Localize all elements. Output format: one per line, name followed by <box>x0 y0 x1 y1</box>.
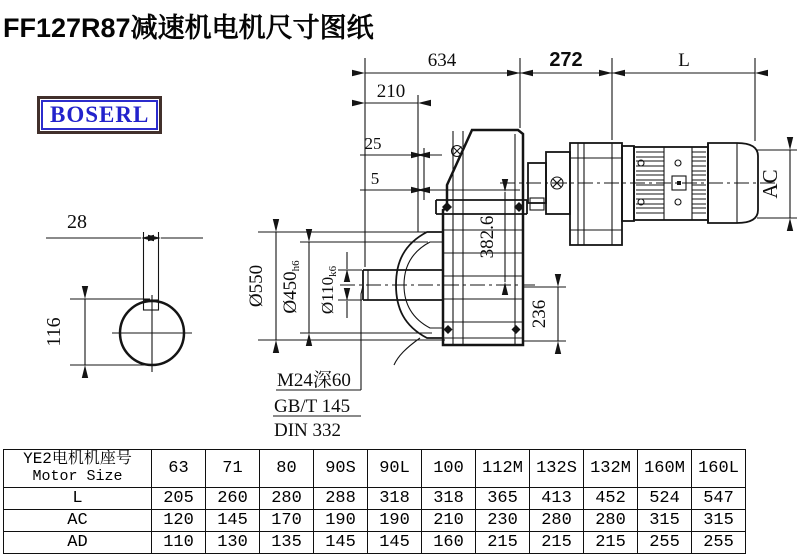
table-cell: 205 <box>152 488 206 510</box>
col-header: 90L <box>368 450 422 488</box>
table-cell: 210 <box>422 510 476 532</box>
table-row-L <box>4 488 746 510</box>
table-cell: 215 <box>584 532 638 554</box>
diameter-dimensions <box>246 232 445 340</box>
motor-side-view <box>500 143 775 223</box>
table-cell: 130 <box>206 532 260 554</box>
output-shaft-cross-section <box>112 232 192 372</box>
dim-634-label: 634 <box>427 50 457 71</box>
motor-adapter <box>528 143 622 245</box>
note-din-label: DIN 332 <box>274 420 342 441</box>
shaft-height-dimension <box>43 299 150 365</box>
table-cell: 135 <box>260 532 314 554</box>
dim-110k6-label: Ø110k6 <box>318 265 339 315</box>
dim-382-label: 382.6 <box>477 215 498 259</box>
offset-dimensions-25-5 <box>360 134 520 200</box>
table-cell: 120 <box>152 510 206 532</box>
table-cell: 230 <box>476 510 530 532</box>
row-label: AD <box>4 532 152 554</box>
note-gbt-label: GB/T 145 <box>274 396 351 417</box>
table-cell: 215 <box>476 532 530 554</box>
table-cell: 145 <box>314 532 368 554</box>
table-cell: 255 <box>692 532 746 554</box>
header-en: Motor Size <box>32 468 123 486</box>
output-shaft-side-view <box>340 270 535 300</box>
dim-25-label: 25 <box>364 134 382 153</box>
table-cell: 280 <box>584 510 638 532</box>
dim-210-label: 210 <box>376 81 406 102</box>
col-header: 132M <box>584 450 638 488</box>
note-m24-label: M24深60 <box>277 370 351 391</box>
col-header: 63 <box>152 450 206 488</box>
header-motor-size <box>4 450 152 488</box>
table-cell: 260 <box>206 488 260 510</box>
dim-116-label: 116 <box>43 317 65 347</box>
table-cell: 452 <box>584 488 638 510</box>
dim-272-label: 272 <box>549 49 583 71</box>
table-cell: 413 <box>530 488 584 510</box>
motor-size-table <box>3 449 746 554</box>
col-header: 132S <box>530 450 584 488</box>
keyway-width-dimension <box>46 211 203 238</box>
table-cell: 318 <box>368 488 422 510</box>
table-cell: 145 <box>368 532 422 554</box>
table-cell: 524 <box>638 488 692 510</box>
dim-AC-label: AC <box>758 169 782 199</box>
col-header: 71 <box>206 450 260 488</box>
dim-28-label: 28 <box>67 211 87 233</box>
row-label: AC <box>4 510 152 532</box>
col-header: 80 <box>260 450 314 488</box>
table-cell: 365 <box>476 488 530 510</box>
col-header: 112M <box>476 450 530 488</box>
table-cell: 215 <box>530 532 584 554</box>
table-cell: 280 <box>260 488 314 510</box>
row-label: L <box>4 488 152 510</box>
dim-450h6-label: Ø450h6 <box>280 260 302 314</box>
output-flange-side-view <box>394 232 443 365</box>
table-cell: 318 <box>422 488 476 510</box>
boserl-logo-text: BOSERL <box>41 100 158 130</box>
col-header: 90S <box>314 450 368 488</box>
table-cell: 288 <box>314 488 368 510</box>
table-cell: 547 <box>692 488 746 510</box>
col-header: 160M <box>638 450 692 488</box>
page-title: FF127R87减速机电机尺寸图纸 <box>3 13 374 43</box>
table-cell: 255 <box>638 532 692 554</box>
table-cell: 280 <box>530 510 584 532</box>
col-header: 160L <box>692 450 746 488</box>
header-cn: YE2电机机座号 <box>23 450 132 469</box>
table-cell: 170 <box>260 510 314 532</box>
table-cell: 315 <box>692 510 746 532</box>
table-cell: 110 <box>152 532 206 554</box>
table-cell: 145 <box>206 510 260 532</box>
vertical-dimensions <box>477 150 797 341</box>
table-cell: 190 <box>314 510 368 532</box>
dim-236-label: 236 <box>529 299 550 329</box>
table-cell: 160 <box>422 532 476 554</box>
dim-550-label: Ø550 <box>246 264 267 308</box>
table-header-row <box>4 450 746 488</box>
table-row-AD <box>4 532 746 554</box>
table-row-AC <box>4 510 746 532</box>
col-header: 100 <box>422 450 476 488</box>
dim-L-label: L <box>678 50 690 71</box>
table-cell: 315 <box>638 510 692 532</box>
table-cell: 190 <box>368 510 422 532</box>
dim-5-label: 5 <box>370 169 380 188</box>
